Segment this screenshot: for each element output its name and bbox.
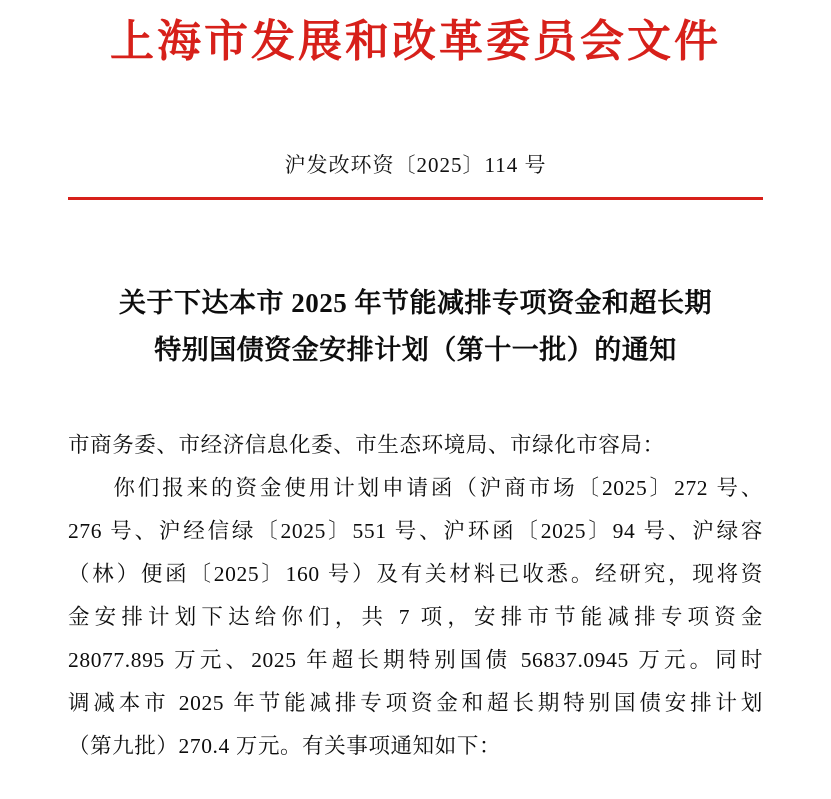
body-line-2: 276 号、沪经信绿〔2025〕551 号、沪环函〔2025〕94 号、沪绿容 — [68, 519, 763, 544]
body-line-3: （林）便函〔2025〕160 号）及有关材料已收悉。经研究，现将资 — [68, 562, 763, 587]
document-title — [68, 280, 763, 375]
document-body — [68, 424, 763, 768]
body-line-5: 28077.895 万元、2025 年超长期特别国债 56837.0945 万元。同时 — [68, 648, 763, 673]
body-line-1-text: 你们报来的资金使用计划申请函（沪商市场〔2025〕272 号、 — [111, 476, 763, 501]
body-line-1 — [68, 467, 763, 510]
body-line-6: 调减本市 2025 年节能减排专项资金和超长期特别国债安排计划 — [68, 691, 763, 716]
document-header-title: 上海市发展和改革委员会文件 — [110, 16, 721, 67]
body-line-4: 金安排计划下达给你们，共 7 项，安排市节能减排专项资金 — [68, 605, 763, 630]
recipients-line: 市商务委、市经济信息化委、市生态环境局、市绿化市容局： — [68, 433, 665, 458]
document-title-line-1: 关于下达本市 2025 年节能减排专项资金和超长期 — [119, 287, 712, 318]
document-number: 沪发改环资〔2025〕114 号 — [284, 152, 547, 177]
document-title-line-2: 特别国债资金安排计划（第十一批）的通知 — [154, 335, 677, 366]
body-line-7: （第九批）270.4 万元。有关事项通知如下： — [68, 734, 502, 759]
red-divider-rule — [68, 197, 763, 200]
